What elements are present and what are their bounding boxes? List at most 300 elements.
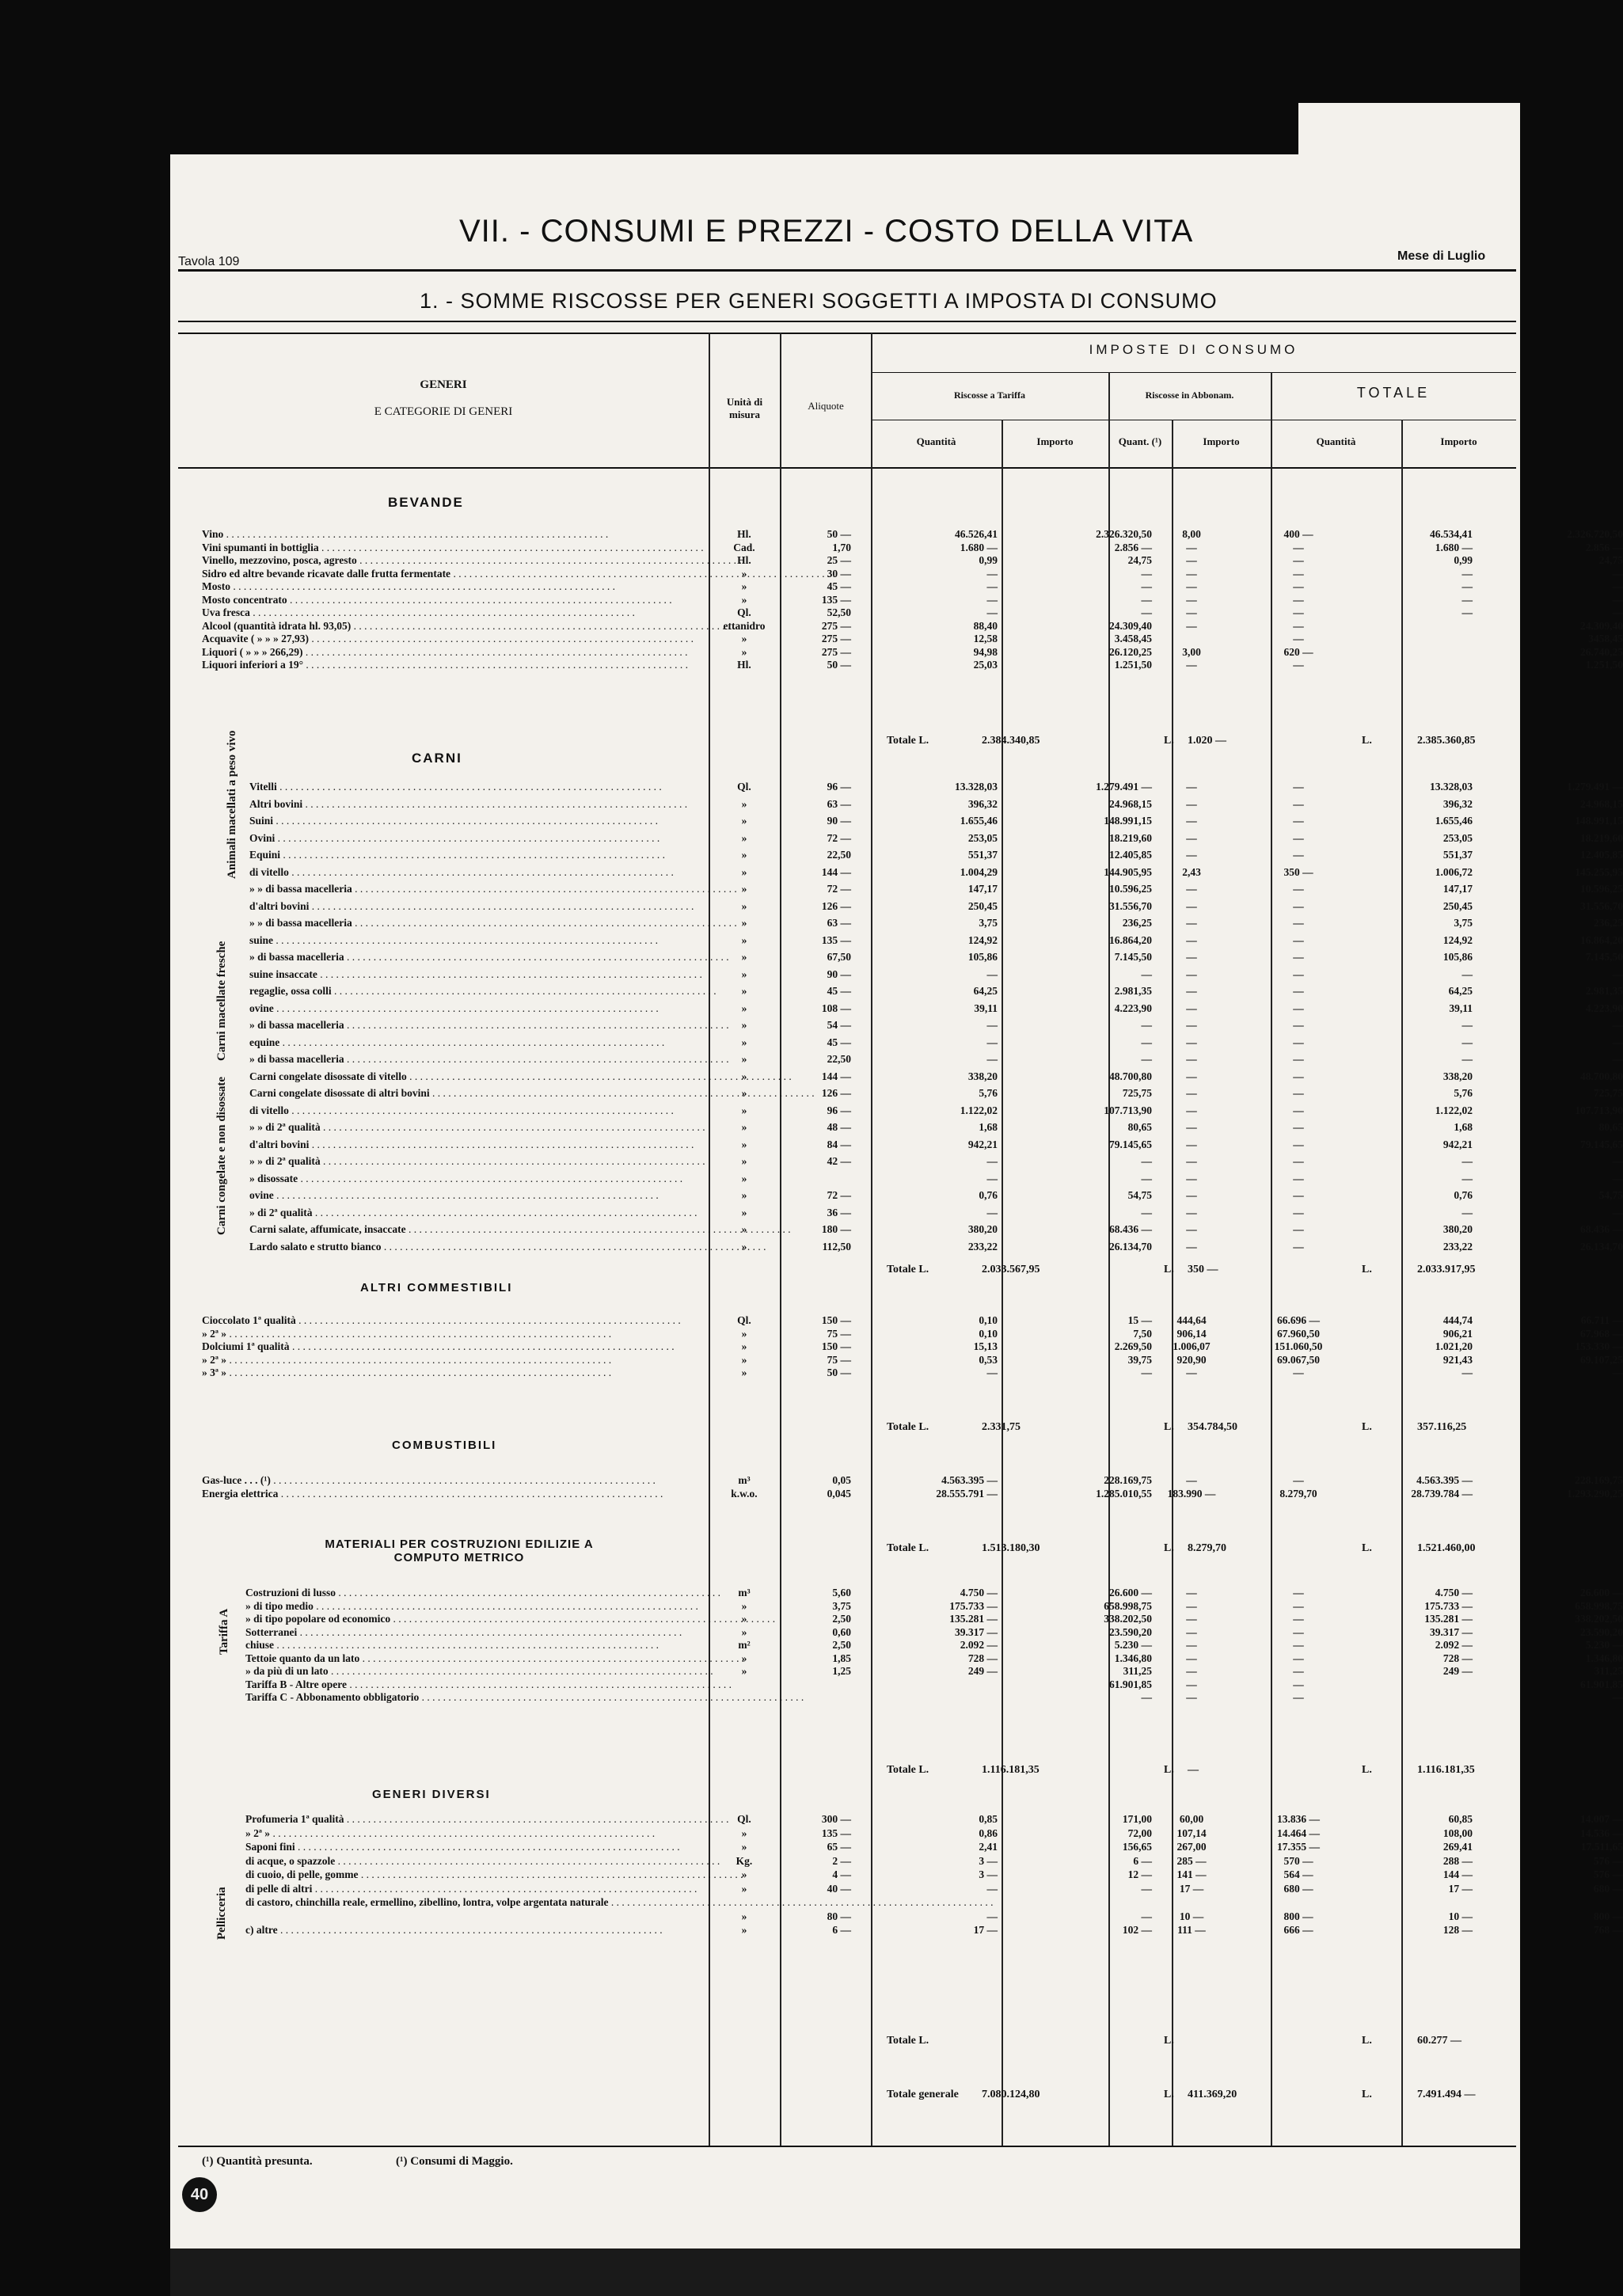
cell-qt: — bbox=[1461, 1155, 1473, 1167]
cell-q2: — bbox=[1186, 541, 1197, 553]
cell-it: 26.134,70 bbox=[1580, 1240, 1623, 1253]
cell-unit: » bbox=[741, 917, 747, 929]
table-row bbox=[202, 659, 1623, 671]
cell-label: » di bassa macelleria . . . bbox=[249, 951, 709, 964]
cell-it: 69.107,25 bbox=[1580, 1353, 1623, 1366]
footnote-2: (¹) Consumi di Maggio. bbox=[396, 2155, 513, 2168]
cell-q2: — bbox=[1186, 1155, 1197, 1167]
cell-unit: Hl. bbox=[737, 554, 751, 566]
cell-q2: — bbox=[1186, 1691, 1197, 1703]
cell-q1: 250,45 bbox=[967, 899, 998, 912]
cell-qt: 233,22 bbox=[1442, 1240, 1473, 1253]
total-l3: L. bbox=[1362, 1264, 1372, 1275]
cell-q1: — bbox=[986, 1019, 998, 1031]
cell-label: Vino . . . bbox=[202, 528, 709, 541]
side-label-animali: Animali macellati a peso vivo bbox=[226, 730, 238, 879]
cell-q1: 46.526,41 bbox=[955, 528, 998, 540]
month-label: Mese di Luglio bbox=[1397, 249, 1486, 263]
cell-unit: » bbox=[741, 1104, 747, 1116]
cell-label: Dolciumi 1ª qualità . . . bbox=[202, 1340, 709, 1353]
table-row bbox=[249, 1002, 1623, 1015]
cell-aliq: 45 — bbox=[827, 985, 851, 997]
table-row bbox=[202, 1488, 1623, 1500]
cell-qt: 249 — bbox=[1442, 1665, 1473, 1677]
cell-aliq: 1,70 bbox=[832, 541, 851, 553]
cell-label: di vitello . . . bbox=[249, 866, 709, 879]
cell-i1: — bbox=[1141, 1206, 1152, 1218]
table-row bbox=[245, 1599, 1623, 1613]
cell-q2: — bbox=[1186, 619, 1197, 632]
cell-qt: — bbox=[1461, 1053, 1473, 1065]
table-row bbox=[249, 899, 1623, 913]
table-row bbox=[245, 1587, 1623, 1599]
cell-it: 7.145,50 bbox=[1585, 951, 1623, 963]
cell-i2: 67.960,50 bbox=[1277, 1327, 1320, 1340]
cell-q1: 175.733 — bbox=[949, 1599, 998, 1612]
cell-label: » di tipo popolare od economico . . . bbox=[245, 1613, 709, 1625]
cell-qt: 2.092 — bbox=[1435, 1639, 1473, 1651]
cell-aliq: 54 — bbox=[827, 1019, 851, 1031]
cell-it: 107.713,90 bbox=[1575, 1104, 1623, 1116]
imposte-rule bbox=[871, 372, 1516, 373]
cell-q2: 285 — bbox=[1176, 1854, 1207, 1867]
cell-qt: 28.739.784 — bbox=[1411, 1488, 1473, 1500]
cell-i1: 658.998,75 bbox=[1104, 1599, 1152, 1612]
table-row bbox=[202, 567, 1623, 580]
cell-it: 79.145,65 bbox=[1580, 1138, 1623, 1150]
footnote-1: (¹) Quantità presunta. bbox=[202, 2155, 313, 2168]
cell-q1: — bbox=[986, 1053, 998, 1065]
cell-q2: — bbox=[1186, 1652, 1197, 1664]
cell-i2: — bbox=[1293, 1367, 1304, 1378]
cell-unit: » bbox=[741, 1599, 747, 1612]
cell-i1: — bbox=[1141, 967, 1152, 980]
cell-qt: 1.680 — bbox=[1435, 541, 1473, 553]
cell-i1: 26.134,70 bbox=[1109, 1240, 1152, 1253]
cell-it: — bbox=[1612, 567, 1623, 580]
cell-it: 26.740,25 bbox=[1580, 645, 1623, 658]
cell-unit: » bbox=[741, 1882, 747, 1895]
cell-aliq: 48 — bbox=[827, 1121, 851, 1133]
table-row bbox=[245, 1924, 1623, 1937]
cell-q1: 28.555.791 — bbox=[936, 1488, 998, 1500]
cell-i2: — bbox=[1293, 1189, 1304, 1201]
cell-it: 31.556,70 bbox=[1580, 899, 1623, 912]
cell-i1: 1.279.491 — bbox=[1096, 781, 1152, 793]
cell-q1: 0,86 bbox=[979, 1827, 998, 1839]
cell-q1: 135.281 — bbox=[949, 1613, 998, 1625]
cell-i2: 400 — bbox=[1283, 528, 1313, 540]
cell-label: Sidro ed altre bevande ricavate dalle frutta fermentate . . . bbox=[202, 568, 709, 580]
cell-i1: 31.556,70 bbox=[1109, 899, 1152, 912]
table-row bbox=[202, 1340, 1623, 1353]
cell-aliq: 150 — bbox=[821, 1340, 851, 1352]
cell-qt: 13.328,03 bbox=[1430, 781, 1473, 793]
cell-it: — bbox=[1612, 593, 1623, 606]
cell-i2: — bbox=[1293, 883, 1304, 895]
cell-unit: » bbox=[741, 1652, 747, 1664]
table-row bbox=[245, 1896, 1528, 1909]
total-i1: 2.384.340,85 bbox=[982, 735, 1040, 747]
cell-i1: 23.590,20 bbox=[1109, 1625, 1152, 1638]
cell-it: 576 — bbox=[1593, 1868, 1623, 1880]
table-row bbox=[202, 1367, 1623, 1379]
cell-i1: 18.219,60 bbox=[1109, 831, 1152, 844]
cell-it: — bbox=[1612, 967, 1623, 980]
cell-i1: 79.145,65 bbox=[1109, 1138, 1152, 1150]
cell-qt: 135.281 — bbox=[1424, 1613, 1473, 1625]
section-bevande: BEVANDE bbox=[388, 495, 464, 510]
cell-i1: — bbox=[1141, 593, 1152, 606]
cell-label: » di bassa macelleria . . . bbox=[249, 1053, 709, 1066]
table-row bbox=[245, 1665, 1623, 1678]
cell-it: 2.326.720,50 bbox=[1567, 528, 1623, 540]
section-altri: ALTRI COMMESTIBILI bbox=[360, 1281, 513, 1294]
cell-label: » 3ª » . . . bbox=[202, 1367, 709, 1379]
table-row bbox=[249, 951, 1623, 964]
cell-qt: 64,25 bbox=[1448, 985, 1473, 997]
cell-unit: » bbox=[741, 815, 747, 827]
cell-label: Alcool (quantità idrata hl. 93,05) . . . bbox=[202, 620, 709, 633]
cell-qt: 338,20 bbox=[1442, 1070, 1473, 1082]
cell-label: Carni salate, affumicate, insaccate . . . bbox=[249, 1223, 709, 1236]
cell-qt: 46.534,41 bbox=[1430, 528, 1473, 540]
cell-label: Tariffa C - Abbonamento obbligatorio . . . bbox=[245, 1691, 709, 1704]
col-aliquote: Aliquote bbox=[808, 400, 844, 412]
cell-i2: — bbox=[1293, 633, 1304, 644]
cell-unit: » bbox=[741, 883, 747, 895]
cell-label: » » di bassa macelleria . . . bbox=[249, 917, 709, 929]
cell-label: suine . . . bbox=[249, 934, 709, 947]
table-row bbox=[249, 1172, 1623, 1185]
cell-i1: 1.251,50 bbox=[1114, 659, 1152, 671]
col-categorie: E CATEGORIE DI GENERI bbox=[374, 405, 513, 418]
table-row bbox=[245, 1868, 1623, 1881]
cell-i1: 12 — bbox=[1127, 1868, 1152, 1880]
cell-q2: — bbox=[1186, 899, 1197, 912]
cell-i1: 156,65 bbox=[1122, 1841, 1152, 1853]
total-l2: L. bbox=[1164, 1542, 1174, 1554]
cell-i1: 725,75 bbox=[1122, 1087, 1152, 1099]
cell-aliq: 52,50 bbox=[827, 606, 851, 618]
cell-label: » » di bassa macelleria . . . bbox=[249, 883, 709, 895]
cell-unit: » bbox=[741, 1340, 747, 1352]
total-i2: 8.279,70 bbox=[1188, 1542, 1226, 1554]
cell-q1: 3 — bbox=[979, 1868, 998, 1880]
cell-i2: — bbox=[1293, 1019, 1304, 1031]
cell-q2: — bbox=[1186, 1121, 1197, 1133]
cell-it: — bbox=[1612, 1206, 1623, 1218]
cell-label: Mosto concentrato . . . bbox=[202, 594, 709, 606]
cell-unit: » bbox=[741, 1367, 747, 1378]
cell-i2: — bbox=[1293, 831, 1304, 844]
cell-unit: » bbox=[741, 967, 747, 980]
page-corner bbox=[1298, 103, 1520, 158]
cell-i1: — bbox=[1141, 1155, 1152, 1167]
cell-qt: — bbox=[1461, 593, 1473, 606]
cell-unit: » bbox=[741, 1172, 747, 1184]
cell-label: di pelle di altri . . . bbox=[245, 1883, 709, 1895]
cell-unit: m³ bbox=[738, 1587, 751, 1598]
cell-label: Vinello, mezzovino, posca, agresto . . . bbox=[202, 554, 709, 567]
cell-q1: — bbox=[986, 1155, 998, 1167]
cell-label: chiuse . . . bbox=[245, 1639, 709, 1652]
cell-qt: 1.021,20 bbox=[1435, 1340, 1473, 1352]
total-it: 7.491.494 — bbox=[1417, 2089, 1476, 2100]
cell-aliq: 275 — bbox=[821, 645, 851, 658]
cell-aliq: 90 — bbox=[827, 967, 851, 980]
cell-q1: — bbox=[986, 1172, 998, 1184]
total-label: Totale L. bbox=[887, 1421, 929, 1433]
cell-unit: » bbox=[741, 985, 747, 997]
cell-aliq: 96 — bbox=[827, 1104, 851, 1116]
cell-label: d'altri bovini . . . bbox=[249, 900, 709, 913]
cell-i1: 26.600 — bbox=[1109, 1587, 1152, 1598]
cell-i1: — bbox=[1141, 1036, 1152, 1048]
cell-i1: 311,25 bbox=[1123, 1665, 1152, 1677]
cell-aliq: 72 — bbox=[827, 831, 851, 844]
cell-i2: 14.464 — bbox=[1277, 1827, 1320, 1839]
cell-q1: 94,98 bbox=[973, 645, 998, 658]
cell-unit: Kg. bbox=[735, 1854, 753, 1867]
cell-i2: — bbox=[1293, 781, 1304, 793]
cell-label: Saponi fini . . . bbox=[245, 1841, 709, 1853]
cell-q2: 183.990 — bbox=[1167, 1488, 1216, 1500]
cell-i1: 15 — bbox=[1127, 1314, 1152, 1326]
cell-i2: — bbox=[1293, 1678, 1304, 1690]
cell-i2: — bbox=[1293, 567, 1304, 580]
cell-i2: — bbox=[1293, 985, 1304, 997]
cell-label: Suini . . . bbox=[249, 815, 709, 827]
cell-i1: 24,75 bbox=[1127, 554, 1152, 566]
subtitle: 1. - SOMME RISCOSSE PER GENERI SOGGETTI A IMPOSTA DI CONSUMO bbox=[420, 289, 1218, 313]
total-i1: 2.331,75 bbox=[982, 1421, 1021, 1433]
cell-i2: — bbox=[1293, 1172, 1304, 1184]
cell-i1: 1.285.010,55 bbox=[1096, 1488, 1152, 1500]
cell-unit: » bbox=[741, 831, 747, 844]
cell-q2: — bbox=[1186, 933, 1197, 946]
page-number: 40 bbox=[182, 2177, 217, 2212]
cell-it: 23.590,20 bbox=[1580, 1625, 1623, 1638]
table-row bbox=[249, 1070, 1623, 1083]
cell-q2: 1.006,07 bbox=[1173, 1340, 1211, 1352]
cell-label: Cioccolato 1ª qualità . . . bbox=[202, 1314, 709, 1327]
cell-aliq: 144 — bbox=[821, 865, 851, 878]
cell-q1: 338,20 bbox=[967, 1070, 998, 1082]
cell-i1: 72,00 bbox=[1127, 1827, 1152, 1839]
cell-it: 14.007 — bbox=[1580, 1813, 1623, 1825]
cell-qt: 1.122,02 bbox=[1435, 1104, 1473, 1116]
cell-unit: » bbox=[741, 1924, 747, 1936]
cell-aliq: 45 — bbox=[827, 580, 851, 592]
cell-i2: — bbox=[1293, 1613, 1304, 1625]
cell-q1: — bbox=[986, 967, 998, 980]
cell-i1: 236,25 bbox=[1122, 917, 1152, 929]
table-row bbox=[202, 633, 1623, 645]
cell-label: ovine . . . bbox=[249, 1189, 709, 1202]
cell-qt: 1,68 bbox=[1454, 1121, 1473, 1133]
cell-it: 1.293.290,25 bbox=[1567, 1488, 1623, 1500]
cell-q1: 124,92 bbox=[967, 933, 998, 946]
cell-q1: 105,86 bbox=[967, 951, 998, 963]
cell-aliq: 25 — bbox=[827, 554, 851, 566]
col-quantita-3: Quantità bbox=[1316, 435, 1356, 447]
cell-q1: 0,53 bbox=[979, 1353, 998, 1366]
cell-it: 5.230 — bbox=[1585, 1639, 1623, 1651]
cell-it: 66.711 — bbox=[1580, 1314, 1623, 1326]
cell-qt: 128 — bbox=[1442, 1924, 1473, 1936]
cell-it: 18.219,60 bbox=[1580, 831, 1623, 844]
cell-i2: — bbox=[1293, 1587, 1304, 1598]
cell-i1: 2.856 — bbox=[1114, 541, 1152, 553]
table-row bbox=[249, 831, 1623, 845]
cell-i2: 680 — bbox=[1283, 1882, 1313, 1895]
cell-i2: — bbox=[1293, 1599, 1304, 1612]
cell-qt: 105,86 bbox=[1442, 951, 1473, 963]
col-tariffa: Riscosse a Tariffa bbox=[954, 390, 1025, 401]
cell-it: 576 — bbox=[1593, 1854, 1623, 1867]
cell-q1: 17 — bbox=[973, 1924, 998, 1936]
cell-unit: » bbox=[741, 1155, 747, 1167]
cell-q1: 3,75 bbox=[979, 917, 998, 929]
table-row bbox=[249, 985, 1623, 998]
cell-label: » di bassa macelleria . . . bbox=[249, 1019, 709, 1032]
cell-i1: 102 — bbox=[1122, 1924, 1152, 1936]
table-row bbox=[249, 1019, 1623, 1032]
cell-unit: » bbox=[741, 1240, 747, 1253]
cell-aliq: 75 — bbox=[827, 1327, 851, 1340]
table-row bbox=[202, 1474, 1623, 1487]
col-importo-2: Importo bbox=[1203, 435, 1240, 447]
cell-q2: — bbox=[1186, 593, 1197, 606]
cell-label: di castoro, chinchilla reale, ermellino, zibellino, lontra, volpe argentata naturale . . . bbox=[245, 1896, 709, 1909]
cell-q2: — bbox=[1186, 1474, 1197, 1486]
cell-it: 68.436 — bbox=[1580, 1223, 1623, 1235]
cell-i2: — bbox=[1293, 554, 1304, 566]
cell-qt: 4.563.395 — bbox=[1416, 1474, 1473, 1486]
cell-q1: — bbox=[986, 606, 998, 618]
cell-it: 680 — bbox=[1593, 1882, 1623, 1895]
table-row bbox=[249, 1138, 1623, 1151]
cell-qt: 39.317 — bbox=[1430, 1625, 1473, 1638]
cell-q2: — bbox=[1186, 815, 1197, 827]
cell-i2: — bbox=[1293, 1474, 1304, 1486]
table-row bbox=[245, 1613, 1623, 1625]
cell-i1: 80,65 bbox=[1127, 1121, 1152, 1133]
cell-unit: Hl. bbox=[737, 528, 751, 540]
cell-aliq: 84 — bbox=[827, 1138, 851, 1150]
cell-qt: 0,76 bbox=[1454, 1189, 1473, 1201]
table-row bbox=[202, 528, 1623, 541]
total-l2: L. bbox=[1164, 2089, 1174, 2100]
cell-aliq: 0,60 bbox=[832, 1625, 851, 1638]
cell-i2: — bbox=[1293, 1691, 1304, 1703]
cell-i1: 68.436 — bbox=[1109, 1223, 1152, 1235]
cell-i1: 10.596,25 bbox=[1109, 883, 1152, 895]
table-row bbox=[245, 1841, 1623, 1853]
table-row bbox=[249, 1206, 1623, 1219]
cell-aliq: 0,045 bbox=[827, 1488, 851, 1500]
table-row bbox=[202, 593, 1623, 606]
cell-label: Sotterranei . . . bbox=[245, 1626, 709, 1639]
cell-it: 4.223,90 bbox=[1585, 1002, 1623, 1014]
chapter-title: VII. - CONSUMI E PREZZI - COSTO DELLA VITA bbox=[459, 214, 1194, 249]
cell-q1: 64,25 bbox=[973, 985, 998, 997]
cell-i2: 350 — bbox=[1283, 865, 1313, 878]
header-bottom-rule bbox=[178, 467, 1516, 469]
cell-qt: 0,99 bbox=[1454, 554, 1473, 566]
total-label: Totale generale bbox=[887, 2089, 959, 2100]
cell-qt: 253,05 bbox=[1442, 831, 1473, 844]
cell-qt: 3,75 bbox=[1454, 917, 1473, 929]
cell-q1: 249 — bbox=[967, 1665, 998, 1677]
cell-i1: — bbox=[1141, 1910, 1152, 1922]
cell-qt: 4.750 — bbox=[1435, 1587, 1473, 1598]
cell-i1: 2.326.320,50 bbox=[1096, 528, 1152, 540]
cell-i1: 228.169,75 bbox=[1104, 1474, 1152, 1486]
total-i1: 1.116.181,35 bbox=[982, 1764, 1040, 1776]
table-row bbox=[249, 933, 1623, 947]
cell-q1: — bbox=[986, 1206, 998, 1218]
cell-q1: — bbox=[986, 580, 998, 592]
cell-i2: — bbox=[1293, 1665, 1304, 1677]
cell-it: — bbox=[1612, 606, 1623, 618]
cell-label: d'altri bovini . . . bbox=[249, 1138, 709, 1151]
cell-i1: 2.269,50 bbox=[1114, 1340, 1152, 1352]
cell-qt: 144 — bbox=[1442, 1868, 1473, 1880]
cell-it: — bbox=[1612, 580, 1623, 592]
cell-q1: 551,37 bbox=[967, 849, 998, 861]
cell-it: — bbox=[1612, 1691, 1623, 1703]
cell-it: 236,25 bbox=[1593, 917, 1623, 929]
table-row bbox=[249, 967, 1623, 981]
table-row bbox=[202, 645, 1623, 659]
cell-i2: — bbox=[1293, 1138, 1304, 1150]
table-row bbox=[202, 554, 1623, 567]
col-totale: TOTALE bbox=[1356, 385, 1431, 401]
cell-q2: — bbox=[1186, 1367, 1197, 1378]
cell-unit: » bbox=[741, 951, 747, 963]
cell-qt: 108,00 bbox=[1442, 1827, 1473, 1839]
cell-qt: 288 — bbox=[1442, 1854, 1473, 1867]
cell-q2: 10 — bbox=[1179, 1910, 1204, 1922]
cell-unit: Hl. bbox=[737, 659, 751, 671]
cell-i1: — bbox=[1141, 606, 1152, 618]
cell-label: » da più di un lato . . . bbox=[245, 1665, 709, 1678]
cell-label: Profumeria 1ª qualità . . . bbox=[245, 1813, 709, 1826]
cell-q2: 17 — bbox=[1179, 1882, 1204, 1895]
cell-q2: — bbox=[1186, 1189, 1197, 1201]
cell-label: di vitello . . . bbox=[249, 1104, 709, 1117]
table-row bbox=[249, 917, 1623, 929]
cell-unit: » bbox=[741, 849, 747, 861]
table-row bbox=[249, 797, 1623, 811]
cell-label: Carni congelate disossate di altri bovini . . . bbox=[249, 1087, 709, 1100]
table-row bbox=[202, 541, 1623, 554]
cell-label: » 2ª » . . . bbox=[202, 1328, 709, 1340]
total-i2: 411.369,20 bbox=[1188, 2089, 1237, 2100]
cell-it: 61.901,85 bbox=[1580, 1678, 1623, 1690]
cell-it: 725,75 bbox=[1593, 1087, 1623, 1099]
cell-i2: — bbox=[1293, 815, 1304, 827]
cell-label: Acquavite ( » » » 27,93) . . . bbox=[202, 633, 709, 645]
cell-aliq: 1,85 bbox=[832, 1652, 851, 1664]
cell-q2: — bbox=[1186, 831, 1197, 844]
cell-q2: — bbox=[1186, 567, 1197, 580]
cell-q2: — bbox=[1186, 580, 1197, 592]
total-it: 1.116.181,35 bbox=[1417, 1764, 1475, 1776]
cell-qt: 921,43 bbox=[1442, 1353, 1473, 1366]
